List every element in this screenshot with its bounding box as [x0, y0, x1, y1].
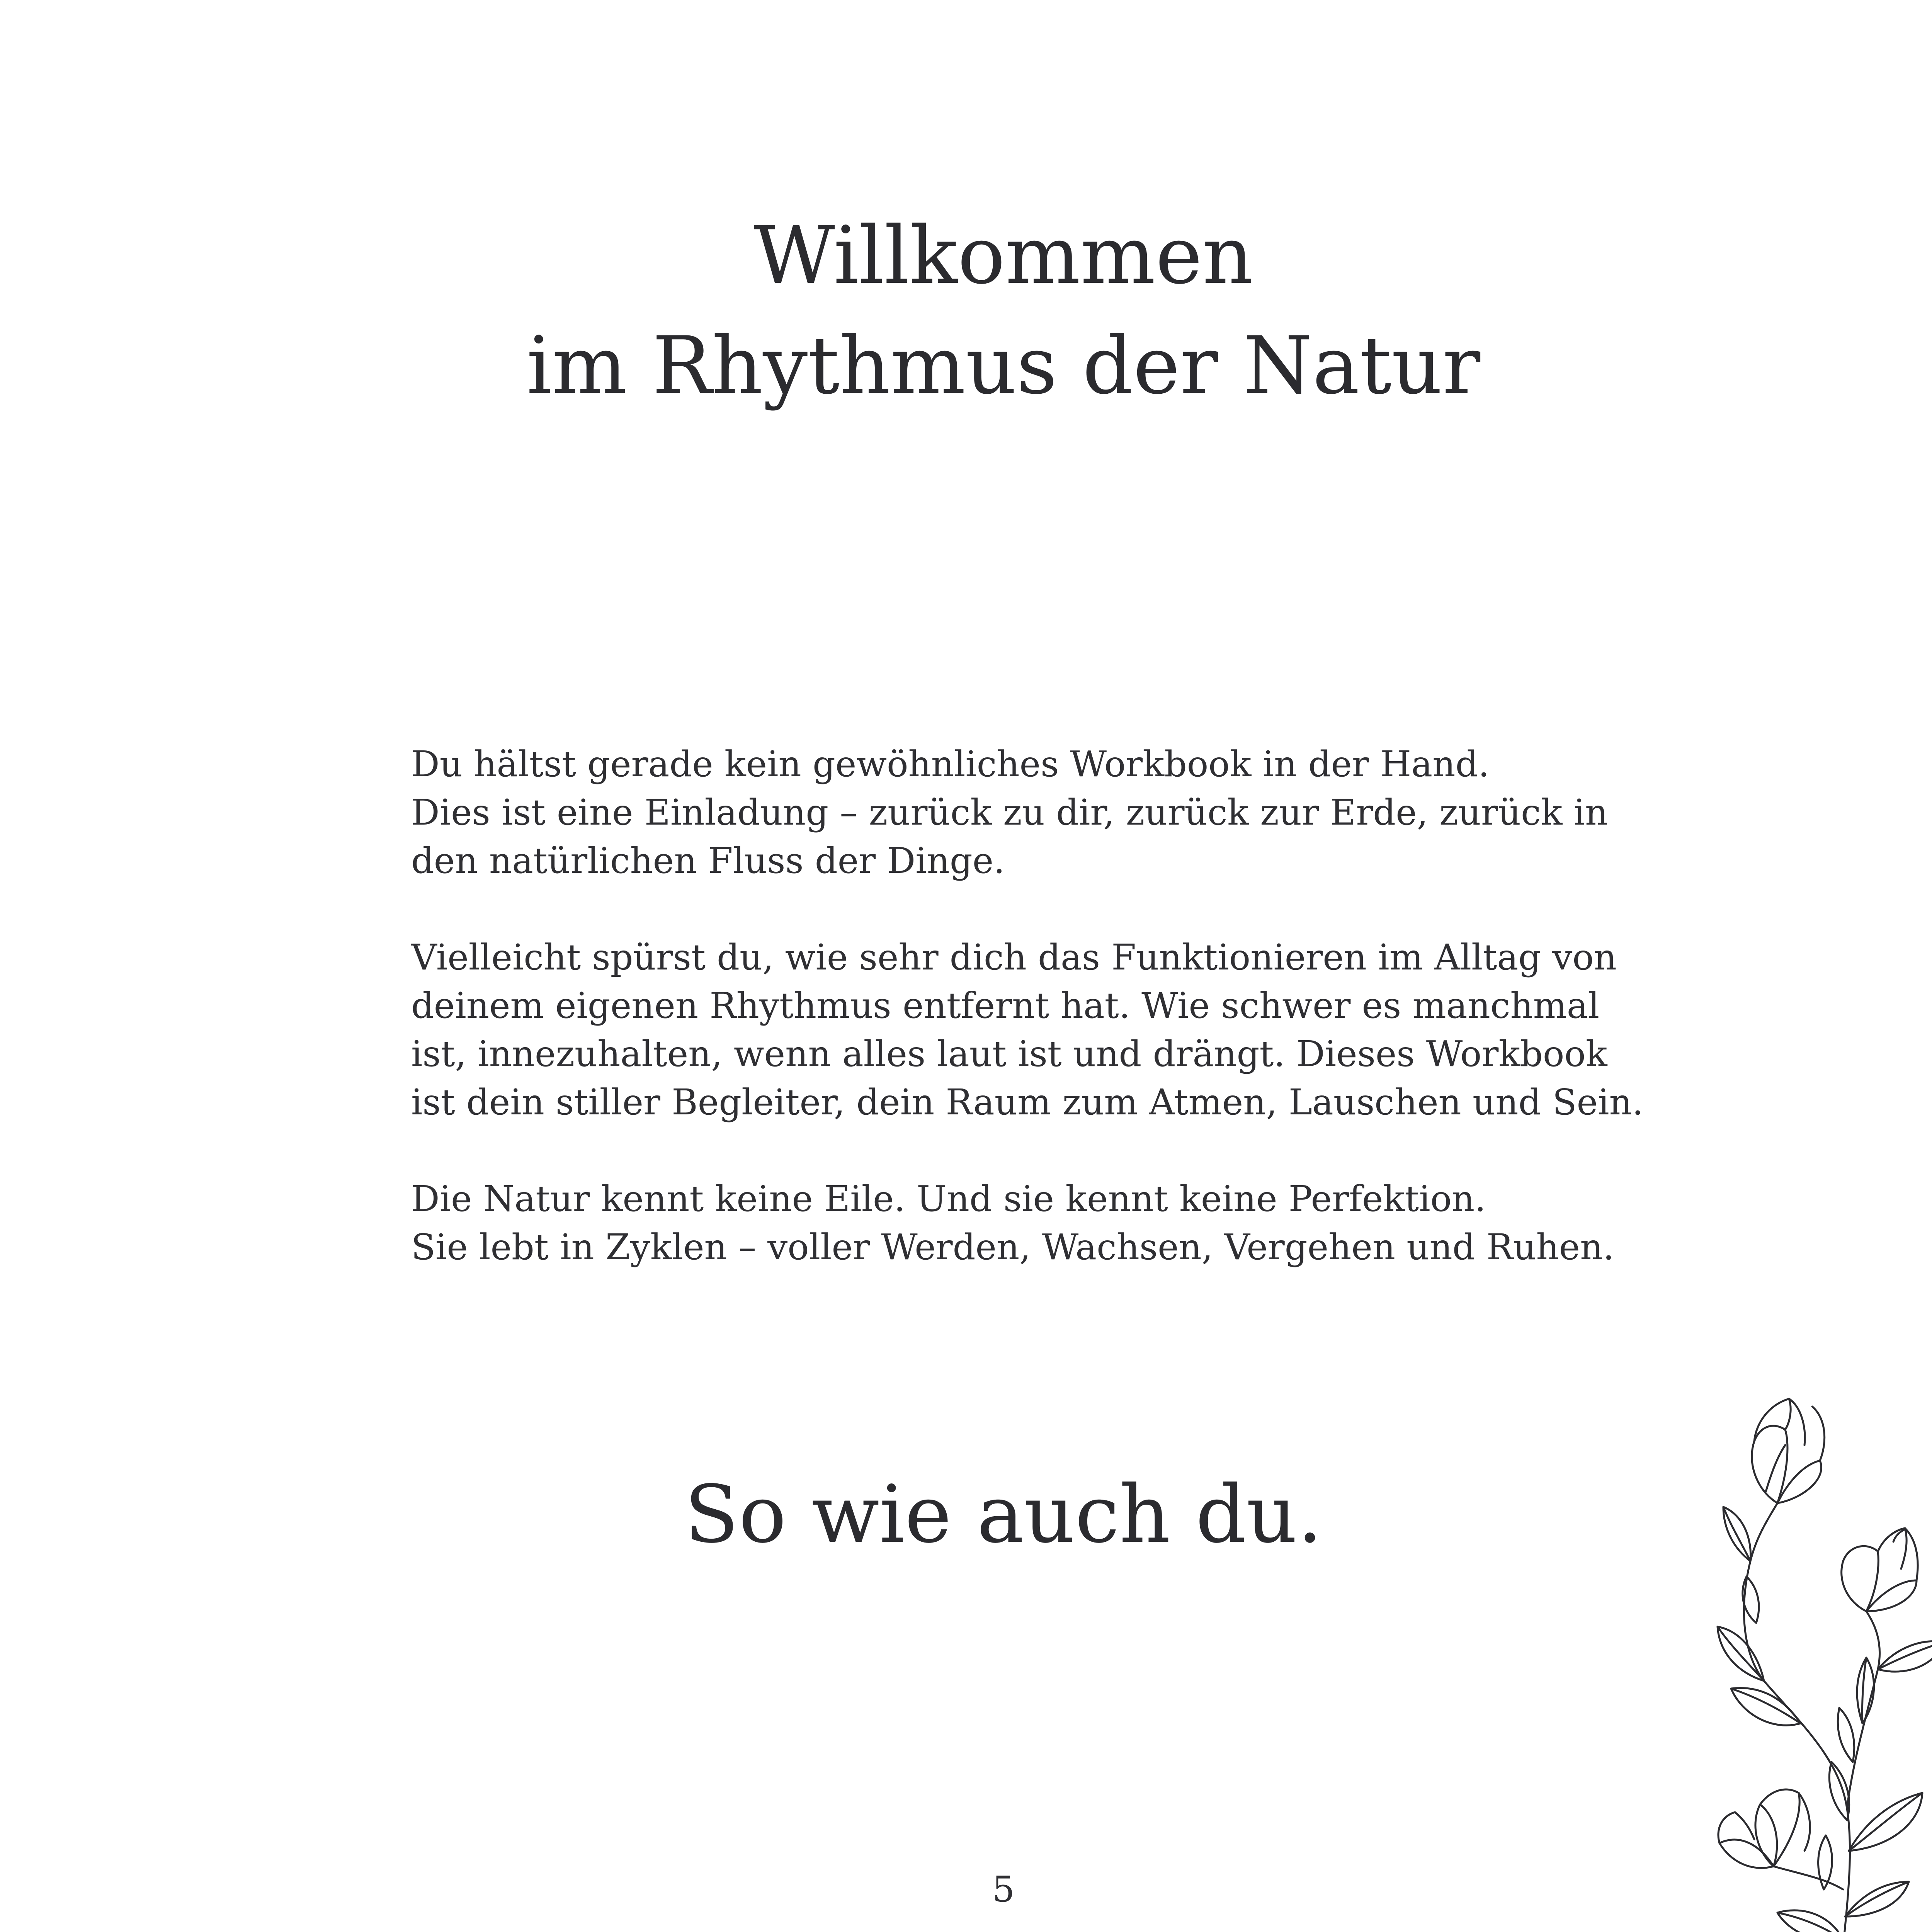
- text-line: Du hältst gerade kein gewöhnliches Workbook in der Hand.: [411, 743, 1490, 785]
- paragraph-2: [411, 933, 1644, 1126]
- paragraph-3: [411, 1175, 1628, 1271]
- flower-branch-icon: [1673, 1376, 1932, 1932]
- intro-text: [411, 740, 1644, 1271]
- text-line: Sie lebt in Zyklen – voller Werden, Wachsen, Vergehen und Ruhen.: [411, 1226, 1614, 1268]
- closing-statement: So wie auch du.: [684, 1469, 1323, 1561]
- text-line: ist, innezuhalten, wenn alles laut ist und drängt. Dieses Workbook: [411, 1033, 1607, 1075]
- page-number: 5: [992, 1869, 1015, 1910]
- text-line: Vielleicht spürst du, wie sehr dich das Funktionieren im Alltag von: [411, 937, 1617, 978]
- title-line-2: im Rhythmus der Natur: [526, 320, 1481, 412]
- text-line: deinem eigenen Rhythmus entfernt hat. Wie schwer es manchmal: [411, 985, 1600, 1026]
- title-line-1: Willkommen: [753, 210, 1253, 302]
- text-line: Die Natur kennt keine Eile. Und sie kennt keine Perfektion.: [411, 1178, 1486, 1219]
- paragraph-1: [411, 740, 1628, 885]
- text-line: ist dein stiller Begleiter, dein Raum zum Atmen, Lauschen und Sein.: [411, 1082, 1644, 1123]
- text-line: den natürlichen Fluss der Dinge.: [411, 840, 1005, 881]
- text-line: Dies ist eine Einladung – zurück zu dir, zurück zur Erde, zurück in: [411, 792, 1608, 833]
- page-title: [0, 201, 1932, 421]
